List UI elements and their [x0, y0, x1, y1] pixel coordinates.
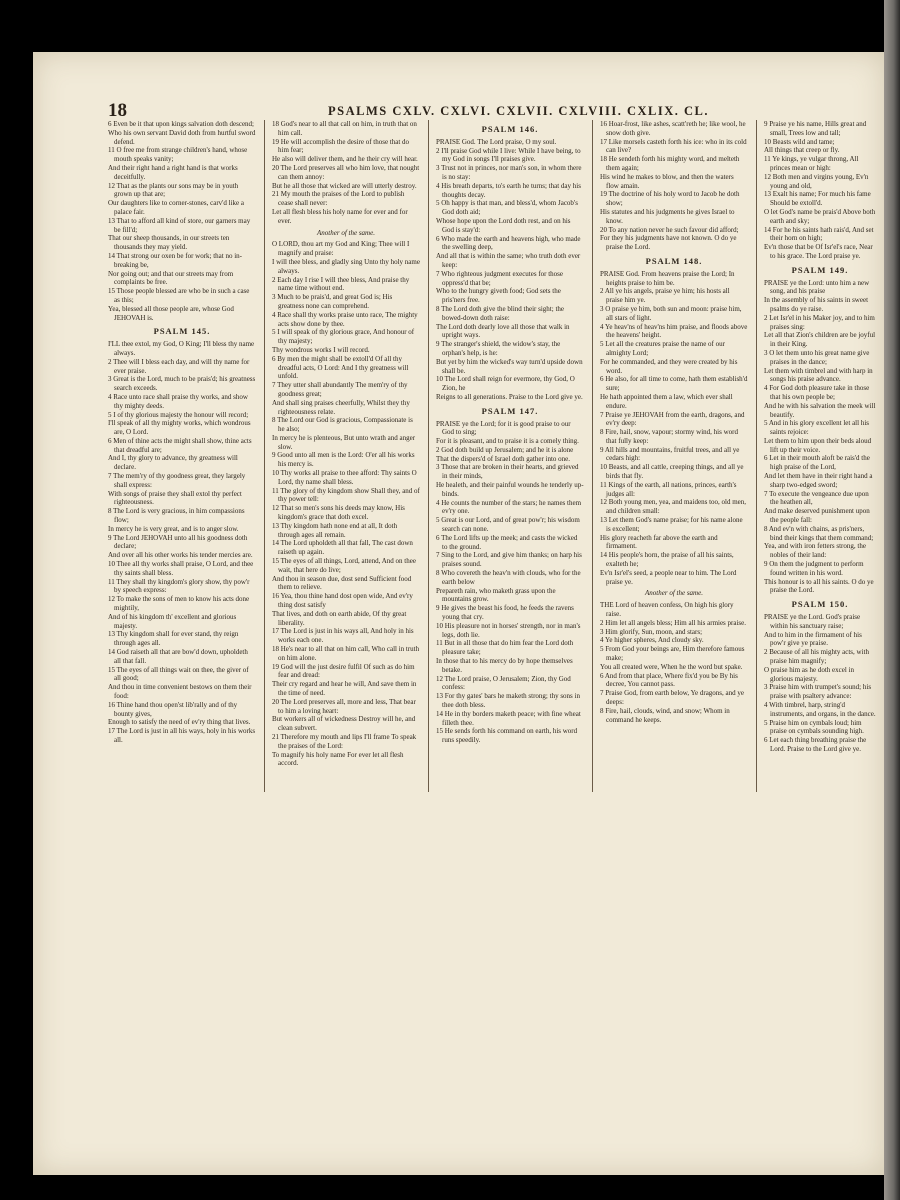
verse-line: And he with his salvation the meek will beautify.	[764, 401, 876, 419]
subtitle: Another of the same.	[645, 589, 703, 598]
verse-line: 5 Great is our Lord, and of great pow'r; his wisdom search can none.	[436, 516, 580, 534]
verse-line: 14 For he his saints hath rais'd, And set their horn on high;	[764, 225, 874, 243]
verse-line: 3 Those that are broken in their hearts, and grieved in their minds,	[436, 463, 579, 481]
verse-line: 6 By men the might shall be extoll'd Of all thy dreadful acts, O Lord: And I thy greatness will unfold.	[272, 354, 409, 381]
verse-line: 3 Praise him with trumpet's sound; his praise with psaltery advance:	[764, 683, 872, 701]
verse-line: 17 The Lord is just in his ways all, And holy in his works each one.	[272, 627, 414, 645]
verse-line: 8 And ev'n with chains, as pris'ners, bind their kings that them command;	[764, 524, 874, 542]
verse-line: All things that creep or fly.	[764, 146, 840, 155]
verse-line: 11 O free me from strange children's hand, whose mouth speaks vanity;	[108, 146, 248, 164]
verse-line: 15 He sends forth his command on earth, his word runs speedily.	[436, 727, 578, 745]
verse-line: 13 Let them God's name praise; for his name alone is excellent;	[600, 516, 743, 533]
verse-line: And shall sing praises cheerfully, Whilst they thy righteousness relate.	[272, 398, 410, 416]
verse-line: His statutes and his judgments he gives Israel to know.	[600, 207, 735, 225]
verse-line: That our sheep thousands, in our streets ten thousands they may yield.	[108, 234, 230, 252]
verse-line: 6 And from that place, Where fix'd you be By his decree, You cannot pass.	[600, 671, 738, 689]
text-column-3	[436, 120, 584, 800]
verse-line: 5 And in his glory excellent let all his saints rejoice:	[764, 419, 869, 437]
verse-line: 10 The Lord shall reign for evermore, thy God, O Zion, he	[436, 375, 575, 393]
verse-line: 6 Let in their mouth aloft be rais'd the high praise of the Lord,	[764, 454, 870, 472]
verse-line: 9 On them the judgment to perform found written in his word.	[764, 560, 864, 577]
verse-line: 7 Praise ye JEHOVAH from the earth, dragons, and ev'ry deep:	[600, 410, 745, 428]
verse-line: 13 Thy kingdom hath none end at all, It doth through ages all remain.	[272, 521, 398, 539]
verse-line: 4 His breath departs, to's earth he turns; that day his thoughts decay.	[436, 181, 581, 199]
verse-line: 14 That strong our oxen be for work; that no in-breaking be,	[108, 251, 243, 269]
verse-line: But workers all of wickedness Destroy will he, and clean subvert.	[272, 715, 416, 733]
verse-line: 8 The Lord our God is gracious, Compassionate is he also;	[272, 416, 413, 434]
psalm-title: PSALM 150.	[791, 599, 849, 610]
verse-line: But yet by him the wicked's way turn'd upside down shall be.	[436, 357, 583, 375]
verse-line: 2 Because of all his mighty acts, with praise him magnify;	[764, 648, 869, 666]
verse-line: But he all those that wicked are will utterly destroy.	[272, 181, 417, 190]
verse-line: 2 Thee will I bless each day, and will thy name for ever praise.	[108, 357, 250, 375]
verse-line: He hath appointed them a law, which ever shall endure.	[600, 392, 733, 410]
verse-line: 3 Him glorify, Sun, moon, and stars;	[600, 627, 703, 636]
verse-line: That the dispers'd of Israel doth gather into one.	[436, 454, 571, 463]
verse-line: O praise him as he doth excel in glorious majesty.	[764, 665, 855, 683]
text-column-5	[764, 120, 876, 800]
verse-line: Let them with timbrel and with harp in songs his praise advance.	[764, 366, 873, 384]
psalm-title: PSALM 145.	[153, 326, 211, 337]
psalm-title: PSALM 149.	[791, 264, 849, 275]
verse-line: 9 The Lord JEHOVAH unto all his goodness doth declare;	[108, 533, 248, 551]
verse-line: 19 God will the just desire fulfil Of such as do him fear and dread:	[272, 662, 415, 680]
book-edge	[884, 0, 900, 1200]
verse-line: Thy wondrous works I will record.	[272, 345, 370, 354]
verse-line: 19 The doctrine of his holy word to Jacob he doth show;	[600, 190, 740, 208]
verse-line: Yea, and with iron fetters strong, the nobles of their land:	[764, 542, 866, 560]
verse-line: In mercy he is plenteous, But unto wrath and anger slow.	[272, 433, 416, 451]
verse-line: 8 Who covereth the heav'n with clouds, who for the earth below	[436, 569, 581, 586]
verse-line: 2 Him let all angels bless; Him all his armies praise.	[600, 618, 746, 627]
verse-line: Prepareth rain, who maketh grass upon the mountains grow.	[436, 586, 556, 604]
verse-line: 13 That to afford all kind of store, our garners may be fill'd;	[108, 216, 251, 234]
verse-line: For he commanded, and they were created by his word.	[600, 357, 738, 375]
verse-line: 11 Ye kings, ye vulgar throng, All princes mean or high:	[764, 155, 859, 172]
verse-line: 2 All ye his angels, praise ye him; his hosts all praise him ye.	[600, 287, 730, 305]
text-column-4	[600, 120, 748, 800]
verse-line: 18 God's near to all that call on him, in truth that on him call.	[272, 120, 417, 137]
verse-line: 3 Great is the Lord, much to be prais'd; his greatness search exceeds.	[108, 375, 256, 393]
verse-line: And make deserved punishment upon the people fall:	[764, 507, 870, 525]
verse-line: And I, thy glory to advance, thy greatness will declare.	[108, 454, 238, 472]
verse-line: In mercy he is very great, and is to anger slow.	[108, 524, 239, 533]
verse-line: 5 From God your beings are, Him therefore famous make;	[600, 645, 745, 663]
verse-line: 11 But in all those that do him fear the Lord doth pleasure take;	[436, 639, 574, 657]
verse-line: For it is pleasant, and to praise it is a comely thing.	[436, 437, 579, 446]
verse-line: He also will deliver them, and he their cry will hear.	[272, 155, 418, 164]
verse-line: And their right hand a right hand is that works deceitfully.	[108, 163, 238, 181]
verse-line: 15 The eyes of all things wait on thee, the giver of all good;	[108, 665, 249, 683]
verse-line: PRAISE ye the Lord. God's praise within his sanctuary raise;	[764, 613, 861, 630]
verse-line: 19 He will accomplish the desire of those that do him fear;	[272, 137, 410, 155]
text-column-1	[108, 120, 256, 800]
verse-line: 5 I of thy glorious majesty the honour will record;	[108, 410, 249, 419]
verse-line: 17 Like morsels casteth forth his ice: who in its cold can live?	[600, 137, 747, 155]
verse-line: 7 To execute the vengeance due upon the heathen all,	[764, 489, 869, 507]
verse-line: 4 Race shall thy works praise unto race, The mighty acts show done by thee.	[272, 310, 418, 328]
verse-line: 13 For thy gates' bars he maketh strong; thy sons in thee doth bless.	[436, 692, 580, 709]
verse-line: 14 He in thy borders maketh peace; with fine wheat filleth thee.	[436, 709, 581, 727]
verse-line: 11 Kings of the earth, all nations, princes, earth's judges all:	[600, 480, 737, 498]
verse-line: Who his own servant David doth from hurtful sword defend.	[108, 128, 256, 146]
verse-line: 2 I'll praise God while I live: While I have being, to my God in songs I'll praises give.	[436, 146, 581, 164]
verse-line: 4 Race unto race shall praise thy works, and show thy mighty deeds.	[108, 392, 248, 410]
verse-line: 5 Oh happy is that man, and bless'd, whom Jacob's God doth aid;	[436, 199, 578, 217]
verse-line: Let all flesh bless his holy name for ever and for ever.	[272, 207, 408, 225]
subtitle: Another of the same.	[317, 228, 375, 237]
verse-line: Ev'n those that be Of Isr'el's race, Near to his grace. The Lord praise ye.	[764, 243, 873, 260]
verse-line: 6 Who made the earth and heavens high, who made the swelling deep,	[436, 234, 581, 252]
verse-line: 8 The Lord is very gracious, in him compassions flow;	[108, 507, 245, 525]
verse-line: O LORD, thou art my God and King; Thee will I magnify and praise:	[272, 240, 410, 258]
verse-line: And of his kingdom th' excellent and glorious majesty.	[108, 612, 237, 630]
verse-line: 4 He counts the number of the stars; he names them ev'ry one.	[436, 498, 582, 516]
verse-line: With songs of praise they shall extol thy perfect righteousness.	[108, 489, 242, 507]
verse-line: He healeth, and their painful wounds he tenderly up-binds.	[436, 481, 584, 498]
verse-line: 4 Ye higher spheres, And cloudy sky.	[600, 636, 704, 645]
verse-line: 17 The Lord is just in all his ways, holy in his works all.	[108, 727, 256, 744]
verse-line: Our daughters like to corner-stones, carv'd like a palace fair.	[108, 199, 245, 216]
verse-line: 7 Who righteous judgment executes for those oppress'd that be;	[436, 269, 564, 287]
text-column-2	[272, 120, 420, 800]
verse-line: 2 God doth build up Jerusalem; and he it is alone	[436, 445, 574, 454]
verse-line: 10 Thy works all praise to thee afford: Thy saints O Lord, thy name shall bless.	[272, 469, 417, 486]
page-number: 18	[108, 100, 127, 121]
verse-line: 6 Let each thing breathing praise the Lord. Praise to the Lord give ye.	[764, 736, 867, 753]
verse-line: 5 I will speak of thy glorious grace, And honour of thy majesty;	[272, 328, 415, 346]
verse-line: 2 Each day I rise I will thee bless, And praise thy name time without end.	[272, 275, 410, 293]
verse-line: PRAISE God. From heavens praise the Lord; In heights praise to him be.	[600, 269, 735, 287]
verse-line: And thou in season due, dost send Sufficient food them to relieve.	[272, 574, 412, 592]
verse-line: 16 Hoar-frost, like ashes, scatt'reth he; like wool, he snow doth give.	[600, 120, 746, 137]
verse-line: 15 The eyes of all things, Lord, attend, And on thee wait, that here do live;	[272, 557, 416, 574]
verse-line: 12 The Lord praise, O Jerusalem; Zion, thy God confess:	[436, 674, 571, 692]
verse-line: 21 Therefore my mouth and lips I'll frame To speak the praises of the Lord:	[272, 732, 417, 750]
verse-line: Nor going out; and that our streets may from complaints be free.	[108, 269, 234, 287]
verse-line: 4 Ye heav'ns of heav'ns him praise, and floods above the heavens' height.	[600, 322, 748, 340]
verse-line: 4 For God doth pleasure take in those that his own people be;	[764, 384, 870, 401]
verse-line: 6 The Lord lifts up the meek; and casts the wicked to the ground.	[436, 533, 578, 551]
verse-line: Reigns to all generations. Praise to the Lord give ye.	[436, 392, 583, 401]
verse-line: 14 God raiseth all that are bow'd down, upholdeth all that fall.	[108, 648, 248, 665]
column-rule	[428, 120, 429, 792]
verse-line: Let them to him upon their beds aloud lift up their voice.	[764, 436, 872, 454]
verse-line: This honour is to all his saints. O do ye praise the Lord.	[764, 577, 874, 595]
verse-line: And let them have in their right hand a sharp two-edged sword;	[764, 472, 873, 489]
verse-line: In those that to his mercy do by hope themselves betake.	[436, 657, 573, 674]
verse-line: For they his judgments have not known. O do ye praise the Lord.	[600, 234, 737, 252]
verse-line: PRAISE God. The Lord praise, O my soul.	[436, 137, 557, 146]
verse-line: 6 Even be it that upon kings salvation doth descend;	[108, 120, 255, 128]
verse-line: 6 Men of thine acts the might shall show, thine acts that dreadful are;	[108, 436, 252, 454]
verse-line: His wind he makes to blow, and then the waters flow amain.	[600, 172, 734, 190]
verse-line: You all created were, When he the word but spake.	[600, 662, 743, 671]
running-head: PSALMS CXLV. CXLVI. CXLVII. CXLVIII. CXLIX. CL.	[328, 104, 710, 118]
verse-line: That lives, and doth on earth abide, Of thy great liberality.	[272, 609, 407, 627]
verse-line: 21 My mouth the praises of the Lord to publish cease shall never:	[272, 190, 405, 208]
verse-line: 18 He sendeth forth his mighty word, and melteth them again;	[600, 155, 740, 172]
verse-line: 5 Let all the creatures praise the name of our almighty Lord;	[600, 340, 725, 357]
verse-line: In the assembly of his saints in sweet psalms do ye raise.	[764, 296, 869, 313]
verse-line: 7 The mem'ry of thy goodness great, they largely shall express:	[108, 472, 246, 489]
verse-line: 8 The Lord doth give the blind their sight; the bowed-down doth raise:	[436, 304, 564, 322]
column-rule	[756, 120, 757, 792]
verse-line: 13 Exalt his name; For much his fame Should be extoll'd.	[764, 190, 871, 208]
verse-line: 3 Much to be prais'd, and great God is; His greatness none can comprehend.	[272, 293, 393, 310]
verse-line: 5 Praise him on cymbals loud; him praise on cymbals sounding high.	[764, 718, 864, 736]
verse-line: 10 His pleasure not in horses' strength, nor in man's legs, doth lie.	[436, 621, 581, 639]
verse-line: 10 Beasts wild and tame;	[764, 137, 835, 146]
verse-line: 8 Fire, hail, snow, vapour; stormy wind, his word that fully keep:	[600, 428, 738, 445]
verse-line: 16 Yea, thou thine hand dost open wide, And ev'ry thing dost satisfy	[272, 592, 413, 610]
verse-line: 15 Those people blessed are who be in such a case as this;	[108, 287, 250, 304]
verse-line: 20 The Lord preserves all who him love, that nought can them annoy:	[272, 163, 420, 181]
verse-line: 7 They utter shall abundantly The mem'ry of thy goodness great;	[272, 381, 408, 398]
verse-line: 9 He gives the beast his food, he feeds the ravens young that cry.	[436, 604, 574, 622]
verse-line: 7 Sing to the Lord, and give him thanks; on harp his praises sound.	[436, 551, 582, 569]
verse-line: I'll speak of all thy mighty works, which wondrous are, O Lord.	[108, 419, 251, 437]
verse-line: 20 To any nation never he such favour did afford;	[600, 225, 739, 234]
verse-line: 7 Praise God, from earth below, Ye dragons, and ye deeps:	[600, 689, 744, 706]
column-rule	[592, 120, 593, 792]
column-rule	[264, 120, 265, 792]
verse-line: The Lord doth dearly love all those that walk in upright ways.	[436, 322, 570, 340]
verse-line: 9 Praise ye his name, Hills great and small, Trees low and tall;	[764, 120, 867, 137]
verse-line: And thou in time convenient bestows on them their food:	[108, 683, 252, 700]
verse-line: PRAISE ye the Lord: unto him a new song, and his praise	[764, 278, 870, 296]
verse-line: And all that is within the same; who truth doth ever keep:	[436, 252, 581, 269]
verse-line: 10 Beasts, and all cattle, creeping things, and all ye birds that fly.	[600, 463, 744, 481]
verse-line: Whose hope upon the Lord doth rest, and on his God is stay'd:	[436, 216, 571, 234]
verse-line: 3 O praise ye him, both sun and moon: praise him, all stars of light.	[600, 304, 742, 322]
verse-line: 12 Both young men, yea, and maidens too, old men, and children small:	[600, 498, 747, 516]
psalm-title: PSALM 146.	[481, 124, 539, 134]
verse-line: 12 That so men's sons his deeds may know, His kingdom's grace that doth excel.	[272, 504, 405, 522]
verse-line: PRAISE ye the Lord; for it is good praise to our God to sing;	[436, 419, 571, 437]
verse-line: Ev'n Isr'el's seed, a people near to him. The Lord praise ye.	[600, 568, 737, 586]
verse-line: And to him in the firmament of his pow'r give ye praise.	[764, 630, 862, 648]
verse-line: 18 He's near to all that on him call, Who call in truth on him alone.	[272, 645, 420, 662]
verse-line: THE Lord of heaven confess, On high his glory raise.	[600, 601, 734, 619]
verse-line: I will thee bless, and gladly sing Unto thy holy name always.	[272, 257, 420, 275]
psalm-title: PSALM 147.	[481, 405, 539, 416]
verse-line: 9 The stranger's shield, the widow's stay, the orphan's help, is he:	[436, 340, 561, 357]
verse-line: 12 That as the plants our sons may be in youth grown up that are;	[108, 181, 239, 199]
verse-line: Let all that Zion's children are be joyful in their King.	[764, 331, 876, 349]
verse-line: Who to the hungry giveth food; God sets the pris'ners free.	[436, 287, 561, 305]
verse-line: 3 Trust not in princes, nor man's son, in whom there is no stay:	[436, 164, 582, 181]
verse-line: 10 Thee all thy works shall praise, O Lord, and thee thy saints shall bless.	[108, 560, 254, 577]
verse-line: Their cry regard and hear he will, And save them in the time of need.	[272, 680, 417, 697]
verse-line: 16 Thine hand thou open'st lib'rally and of thy bounty gives,	[108, 700, 238, 718]
verse-line: O let God's name be prais'd Above both earth and sky;	[764, 207, 876, 225]
verse-line: His glory reacheth far above the earth and firmament.	[600, 533, 718, 551]
psalm-title: PSALM 148.	[645, 255, 703, 266]
verse-line: 2 Let Isr'el in his Maker joy, and to him praises sing:	[764, 313, 875, 331]
verse-line: 11 They shall thy kingdom's glory show, thy pow'r by speech express:	[108, 577, 250, 595]
verse-line: 14 His people's horn, the praise of all his saints, exalteth he;	[600, 551, 734, 569]
verse-line: 11 The glory of thy kingdom show Shall they, and of thy power tell:	[272, 486, 420, 504]
verse-line: Enough to satisfy the need of ev'ry thing that lives.	[108, 718, 251, 727]
verse-line: I'LL thee extol, my God, O King; I'll bless thy name always.	[108, 340, 255, 357]
verse-line: 3 O let them unto his great name give praises in the dance;	[764, 348, 870, 366]
verse-line: To magnify his holy name For ever let all flesh accord.	[272, 750, 404, 768]
verse-line: 9 All hills and mountains, fruitful trees, and all ye cedars high:	[600, 445, 740, 463]
verse-line: 6 He also, for all time to come, hath them establish'd sure;	[600, 375, 748, 393]
verse-line: 9 Good unto all men is the Lord: O'er all his works his mercy is.	[272, 451, 415, 469]
verse-line: 8 Fire, hail, clouds, wind, and snow; Whom in command he keeps.	[600, 706, 730, 724]
verse-line: 4 With timbrel, harp, string'd instruments, and organs, in the dance.	[764, 701, 876, 718]
verse-line: 13 Thy kingdom shall for ever stand, thy reign through ages all.	[108, 630, 239, 648]
verse-line: And over all his other works his tender mercies are.	[108, 551, 253, 560]
verse-line: 14 The Lord upholdeth all that fall, The cast down raiseth up again.	[272, 539, 413, 557]
verse-line: 12 Both men and virgins young, Ev'n young and old,	[764, 172, 869, 190]
verse-line: 12 To make the sons of men to know his acts done mightily,	[108, 595, 250, 613]
verse-line: Yea, blessed all those people are, whose God JEHOVAH is.	[108, 304, 234, 322]
verse-line: 20 The Lord preserves all, more and less, That bear to him a loving heart:	[272, 697, 416, 715]
